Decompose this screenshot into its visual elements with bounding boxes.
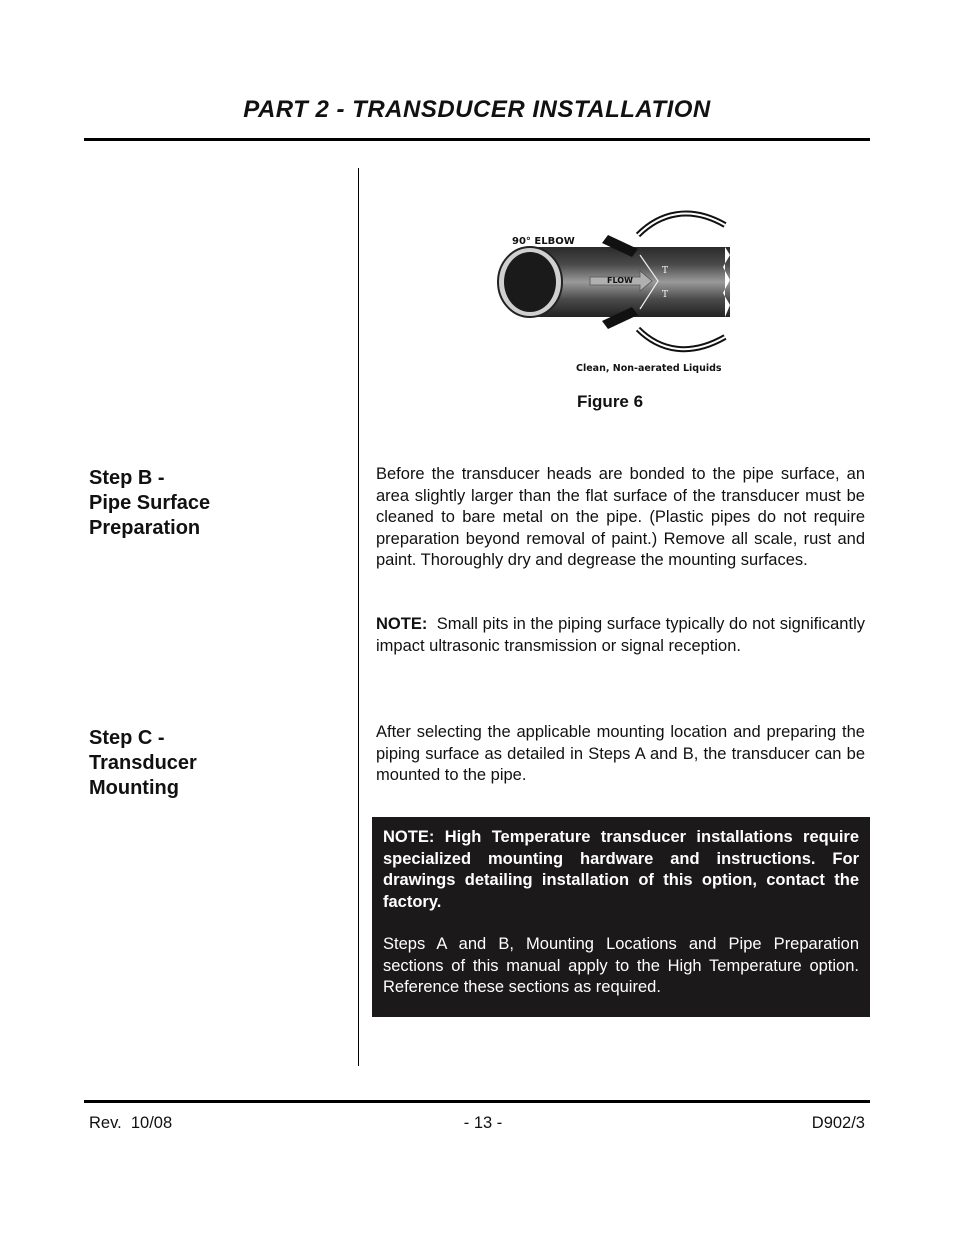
footer-page-number: - 13 -: [463, 1114, 503, 1132]
step-b-note: NOTE: Small pits in the piping surface typically do not significantly impact ultrasonic transmission or signal reception.: [376, 615, 870, 655]
flow-label: FLOW: [607, 276, 633, 285]
svg-text:T: T: [662, 266, 669, 276]
pipe-elbow-figure: [490, 205, 730, 380]
footer-revision: Rev. 10/08: [89, 1114, 173, 1132]
high-temperature-note-box: [372, 817, 870, 1017]
header-rule: [84, 138, 870, 141]
figure-caption: Figure 6: [576, 392, 644, 411]
step-c-heading: Step C - Transducer Mounting: [89, 727, 197, 799]
elbow-opening: [504, 252, 556, 312]
step-b-paragraph: Before the transducer heads are bonded to the pipe surface, an area slightly larger than the flat surface of the transducer must be cleaned to bare metal on the pipe. (Plastic pipes do not require preparation beyond removal of paint.) Remove all scale, rust and paint. Thoroughly dry and degrease the mounting surfaces.: [376, 465, 865, 569]
note-box-strong-text: NOTE: High Temperature transducer installations require specialized mounting hardware and instructions. For drawings detailing installation of this option, contact the factory.: [383, 828, 859, 911]
column-divider: [358, 168, 359, 1066]
page-title: PART 2 - TRANSDUCER INSTALLATION: [243, 96, 711, 123]
liquid-label: Clean, Non-aerated Liquids: [576, 363, 722, 374]
elbow-label: 90° ELBOW: [512, 236, 575, 247]
footer-document-id: D902/3: [811, 1114, 865, 1132]
svg-text:T: T: [662, 290, 669, 300]
note-box-body-text: Steps A and B, Mounting Locations and Pipe Preparation sections of this manual apply to the High Temperature option. Reference these sections as required.: [383, 935, 859, 996]
step-c-paragraph: After selecting the applicable mounting location and preparing the piping surface as detailed in Steps A and B, the transducer can be mounted to the pipe.: [376, 723, 865, 784]
footer-rule: [84, 1100, 870, 1103]
step-b-heading: Step B - Pipe Surface Preparation: [89, 467, 211, 539]
